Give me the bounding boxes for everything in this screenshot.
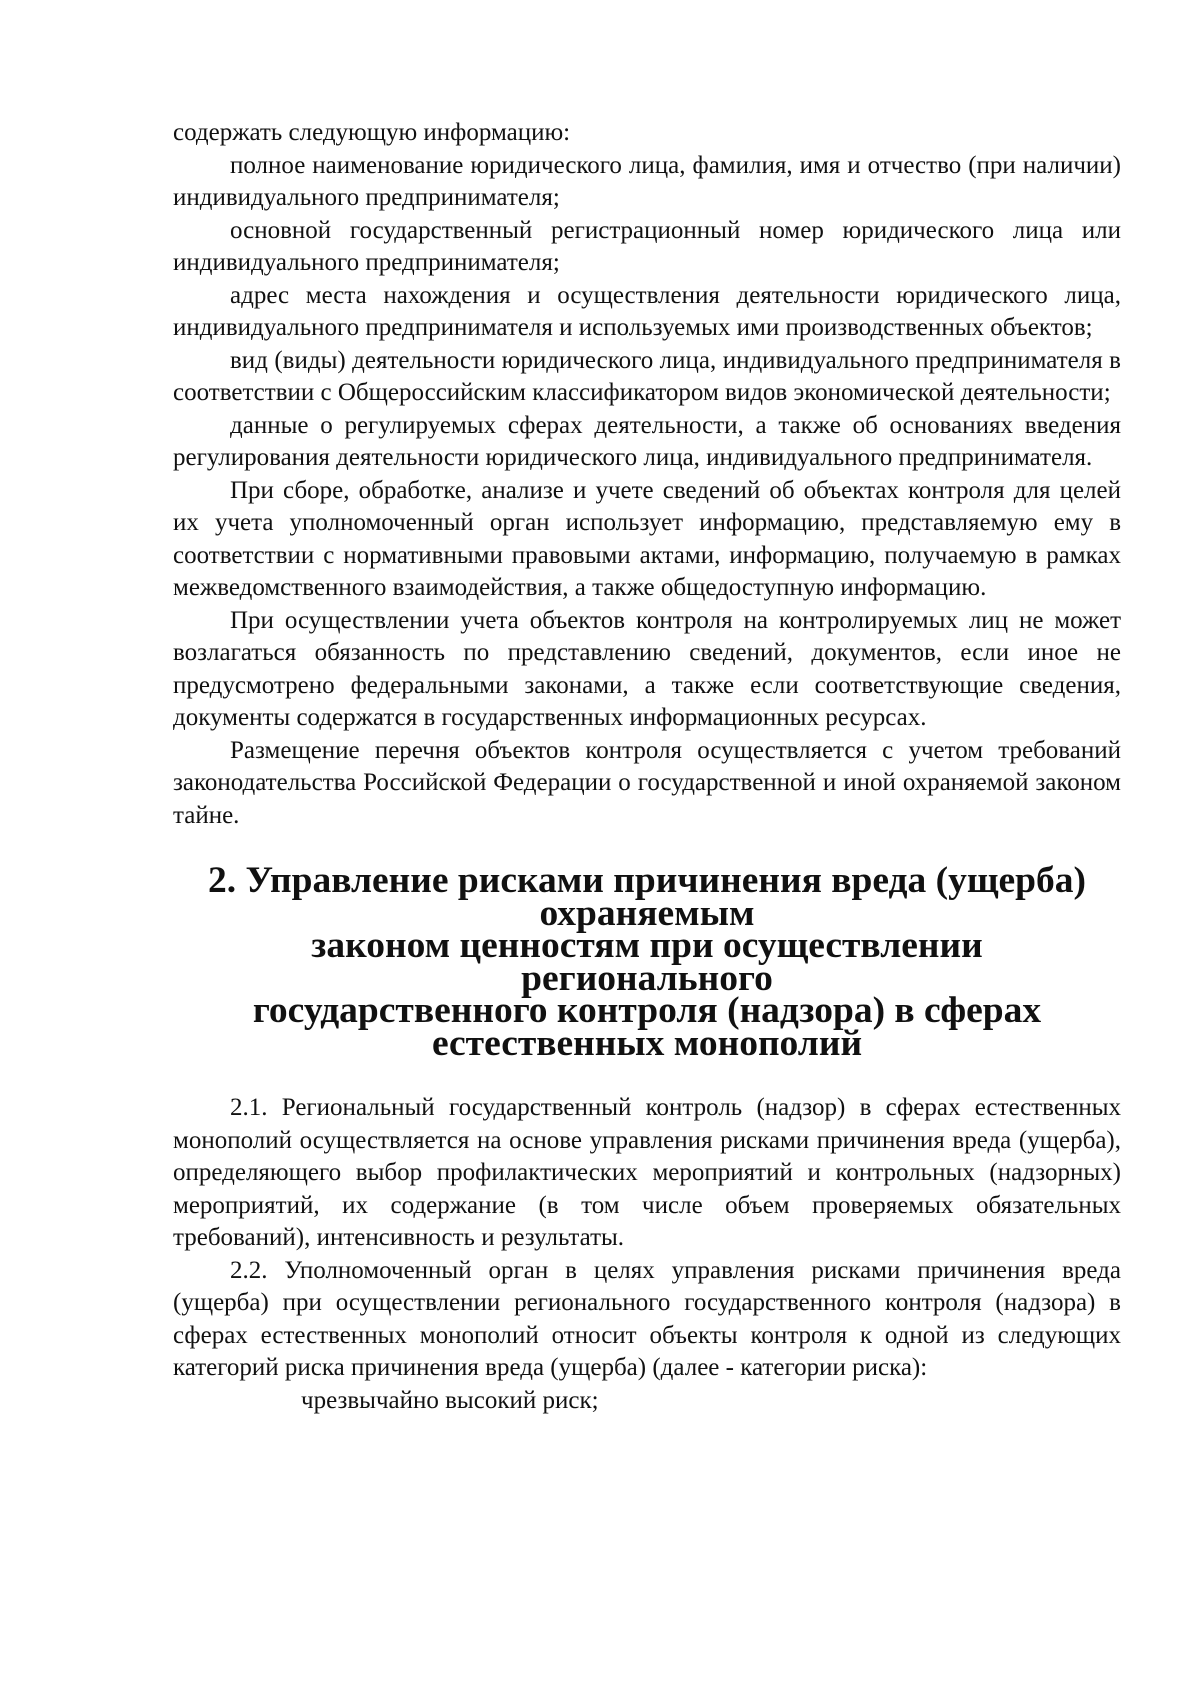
section-heading-line: естественных монополий xyxy=(431,1022,863,1064)
paragraph: Размещение перечня объектов контроля осуществляется с учетом требований законодательства Российской Федерации о государственной и иной охраняемой законом тайне. xyxy=(173,736,1121,829)
document-page xyxy=(173,117,1121,1417)
list-item: данные о регулируемых сферах деятельности, а также об основаниях введения регулирования деятельности юридического лица, индивидуального предпринимателя. xyxy=(173,411,1121,471)
list-item: адрес места нахождения и осуществления деятельности юридического лица, индивидуального предпринимателя и используемых ими производственных объектов; xyxy=(173,281,1121,341)
section-paragraph: 2.2. Уполномоченный орган в целях управления рисками причинения вреда (ущерба) при осуществлении регионального государственного контроля (надзора) в сферах естественных монополий относит объекты контроля к одной из следующих категорий риска причинения вреда (ущерба) (далее - категории риска): xyxy=(173,1256,1121,1381)
section-heading-line: государственного контроля (надзора) в сферах xyxy=(252,990,1042,1031)
section-heading-line: 2. Управление рисками причинения вреда (ущерба) охраняемым xyxy=(208,860,1086,934)
paragraph: При сборе, обработке, анализе и учете сведений об объектах контроля для целей их учета уполномоченный орган использует информацию, представляемую ему в соответствии с нормативными правовыми актами, информацию, получаемую в рамках межведомственного взаимодействия, а также общедоступную информацию. xyxy=(173,476,1121,601)
list-item: основной государственный регистрационный номер юридического лица или индивидуального предпринимателя; xyxy=(173,216,1121,276)
paragraph: При осуществлении учета объектов контроля на контролируемых лиц не может возлагаться обязанность по представлению сведений, документов, если иное не предусмотрено федеральными законами, а также если соответствующие сведения, документы содержатся в государственных информационных ресурсах. xyxy=(173,606,1121,731)
section-heading-line: законом ценностям при осуществлении регионального xyxy=(311,925,983,999)
list-item: вид (виды) деятельности юридического лица, индивидуального предпринимателя в соответствии с Общероссийским классификатором видов экономической деятельности; xyxy=(173,346,1121,406)
section-paragraph: 2.1. Региональный государственный контроль (надзор) в сферах естественных монополий осуществляется на основе управления рисками причинения вреда (ущерба), определяющего выбор профилактических мероприятий и контрольных (надзорных) мероприятий, их содержание (в том числе объем проверяемых обязательных требований), интенсивность и результаты. xyxy=(173,1094,1121,1251)
risk-category-item: чрезвычайно высокий риск; xyxy=(301,1386,599,1414)
list-item: полное наименование юридического лица, фамилия, имя и отчество (при наличии) индивидуального предпринимателя; xyxy=(173,151,1121,211)
intro-line: содержать следующую информацию: xyxy=(173,119,571,146)
section-heading xyxy=(173,860,1121,1064)
